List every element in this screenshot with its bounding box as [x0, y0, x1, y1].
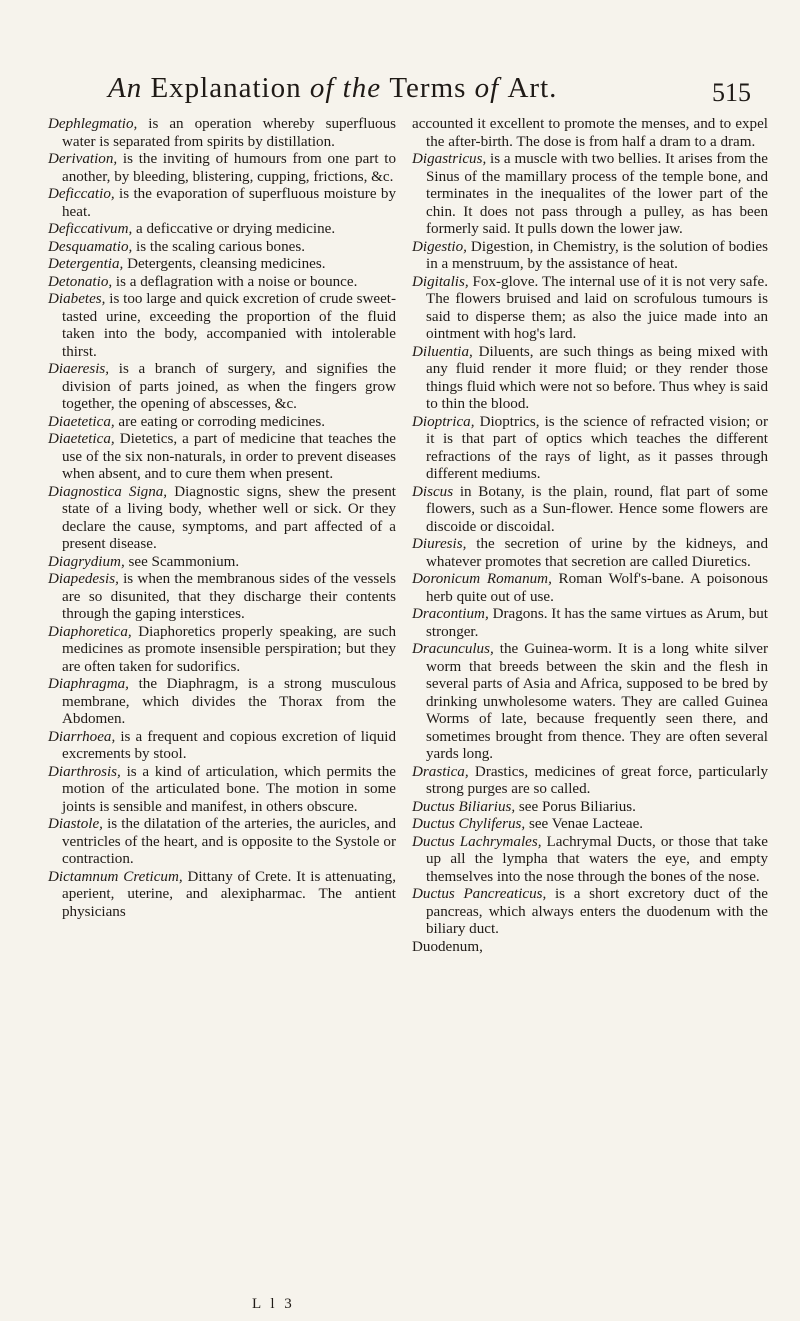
glossary-entry: [412, 239, 768, 274]
glossary-entry: [48, 764, 396, 817]
glossary-entry: [412, 571, 768, 606]
entry-term: Ductus Chyliferus,: [412, 816, 526, 832]
glossary-entry: [48, 554, 396, 572]
entry-definition: is too large and quick excretion of crude sweet-tasted urine, exceeding the proportion of the fluid taken into the body, accompanied with intolerable thirst.: [62, 291, 396, 360]
glossary-entry: [412, 606, 768, 641]
glossary-entry: [48, 816, 396, 869]
entry-term: Dephlegmatio,: [48, 116, 138, 132]
entry-definition: is the evaporation of superfluous moisture by heat.: [62, 186, 396, 220]
entry-definition: is a muscle with two bellies. It arises from the Sinus of the mamillary process of the temple bone, and terminates in the inequalites of the lower part of the chin. It does not pass through a pulley, as has been formerly said. It pulls down the lower jaw.: [426, 151, 768, 237]
entry-definition: in Botany, is the plain, round, flat part of some flowers, such as a Sun-flower. Hence some flowers are discoide or discoidal.: [426, 483, 768, 535]
right-column: [412, 116, 768, 956]
entry-term: Diapedesis,: [48, 571, 119, 587]
entry-definition: is a branch of surgery, and signifies the division of parts joined, as when the fingers grow together, the opening of abscesses, &c.: [62, 361, 396, 412]
entry-definition: the secretion of urine by the kidneys, and whatever promotes that secretion are called Diuretics.: [426, 536, 768, 570]
entry-term: Diagnostica Signa,: [48, 483, 168, 500]
glossary-entry: [412, 116, 768, 151]
entry-term: Detergentia,: [48, 256, 124, 272]
entry-term: Dictamnum Creticum,: [48, 868, 183, 885]
entry-definition: see Venae Lacteae.: [525, 816, 644, 832]
glossary-entry: [412, 344, 768, 414]
glossary-entry: [48, 239, 396, 257]
glossary-entry: [412, 886, 768, 939]
entry-term: Diaetetica,: [48, 413, 115, 430]
entry-term: Diuresis,: [412, 536, 467, 552]
entry-term: Diaphragma,: [48, 676, 129, 692]
entry-term: Detonatio,: [48, 273, 113, 290]
glossary-entry: [412, 151, 768, 239]
glossary-entry: [48, 729, 396, 764]
entry-term: Ductus Lachrymales,: [412, 833, 542, 850]
entry-definition: Fox-glove. The internal use of it is not very safe. The flowers bruised and laid on scrofulous tumours is said to disperse them; as also the juice made into an ointment with hog's lard.: [426, 273, 768, 342]
entry-term: Dracontium,: [412, 606, 489, 622]
glossary-entry: [48, 274, 396, 292]
entry-term: Diastole,: [48, 816, 103, 832]
glossary-entry: [48, 256, 396, 274]
entry-definition: Roman Wolf's-bane. A poisonous herb quite out of use.: [426, 571, 768, 605]
glossary-entry: [48, 571, 396, 624]
glossary-entry: [48, 291, 396, 361]
entry-term: Dioptrica,: [412, 413, 475, 430]
running-head-part: Explanation: [142, 72, 310, 104]
entry-definition: Digestion, in Chemistry, is the solution of bodies in a menstruum, by the assistance of heat.: [426, 238, 768, 272]
entry-term: Dracunculus,: [412, 641, 494, 657]
entry-term: Drastica,: [412, 763, 469, 780]
entry-term: Digitalis,: [412, 273, 469, 290]
entry-term: Diagrydium,: [48, 553, 125, 570]
glossary-entry: [412, 816, 768, 834]
glossary-entry: [48, 624, 396, 677]
entry-definition: the Diaphragm, is a strong musculous membrane, which divides the Thorax from the Abdomen.: [62, 676, 396, 727]
entry-definition: is the dilatation of the arteries, the auricles, and ventricles of the heart, and is opposite to the Systole or contraction.: [62, 816, 396, 867]
entry-definition: Detergents, cleansing medicines.: [123, 256, 326, 272]
glossary-entry: [48, 361, 396, 414]
entry-term: Diluentia,: [412, 343, 473, 360]
glossary-entry: [412, 641, 768, 764]
glossary-entry: [412, 799, 768, 817]
signature-mark: L l 3: [252, 1296, 295, 1312]
entry-term: Desquamatio,: [48, 238, 133, 255]
entry-term: Digestio,: [412, 238, 467, 255]
running-head-part: Terms: [389, 72, 467, 104]
running-head-part: Art.: [507, 72, 558, 104]
entry-definition: is a short excretory duct of the pancreas, which always enters the duodenum with the biliary duct.: [426, 886, 768, 937]
entry-definition: is the inviting of humours from one part to another, by bleeding, blistering, cupping, frictions, &c.: [62, 151, 396, 185]
entry-definition: Diaphoretics properly speaking, are such medicines as promote insensible perspiration; but they are often taken for sudorifics.: [62, 623, 396, 675]
page-number: 515: [712, 78, 751, 107]
entry-term: Deficcatio,: [48, 186, 115, 202]
entry-term: Derivation,: [48, 151, 118, 167]
entry-term: Diaeresis,: [48, 361, 110, 377]
glossary-entry: [48, 431, 396, 484]
entry-definition: the Guinea-worm. It is a long white silver worm that breeds between the skin and the flesh in several parts of Asia and Africa, supposed to be bred by drinking unwholesome waters. They are called Guinea Worms of late, because frequently seen there, and sometimes brought from thence. They are often several yards long.: [426, 641, 768, 762]
glossary-entry: [412, 484, 768, 537]
entry-definition: is when the membranous sides of the vessels are so disunited, that they discharge their contents through the gaping interstices.: [62, 571, 396, 622]
entry-term: Digastricus,: [412, 151, 487, 167]
entry-definition: Diagnostic signs, shew the present state of a living body, whether well or sick. Or they declare the cause, symptoms, and part affected of a present disease.: [62, 483, 396, 552]
glossary-entry: [48, 116, 396, 151]
entry-definition: is a frequent and copious excretion of liquid excrements by stool.: [62, 728, 396, 762]
entry-definition: is a kind of articulation, which permits the motion of the articulated bone. The motion in some joints is sensible and manifest, in others obscure.: [62, 763, 396, 815]
entry-definition: a deficcative or drying medicine.: [132, 221, 336, 237]
glossary-entry: [412, 536, 768, 571]
entry-definition: accounted it excellent to promote the menses, and to expel the after-birth. The dose is from half a dram to a dram.: [412, 116, 768, 150]
entry-term: Diarthrosis,: [48, 763, 121, 780]
glossary-entry: [412, 414, 768, 484]
running-head: [108, 72, 557, 105]
entry-definition: Lachrymal Ducts, or those that take up all the lympha that waters the eye, and empty themselves into the nose through the bones of the nose.: [426, 833, 768, 885]
page-header: [0, 72, 800, 112]
glossary-entry: [48, 151, 396, 186]
entry-definition: Drastics, medicines of great force, particularly strong purges are so called.: [426, 763, 768, 797]
entry-definition: see Porus Biliarius.: [515, 798, 636, 815]
entry-term: Discus: [412, 483, 454, 500]
glossary-entry: [412, 834, 768, 887]
entry-term: Diaphoretica,: [48, 623, 132, 640]
entry-term: Diabetes,: [48, 291, 106, 307]
entry-definition: is a deflagration with a noise or bounce.: [112, 273, 358, 290]
entry-definition: Diluents, are such things as being mixed with any fluid render it more fluid; or they render those things fluid which were not so before. Thus whey is said to thin the blood.: [426, 343, 768, 412]
entry-term: Deficcativum,: [48, 221, 133, 237]
glossary-entry: [48, 869, 396, 922]
entry-term: Ductus Pancreaticus,: [412, 886, 547, 902]
running-head-part: of: [466, 72, 508, 104]
glossary-entry: [48, 414, 396, 432]
entry-term: Doronicum Romanum,: [412, 571, 552, 587]
glossary-entry: [412, 764, 768, 799]
entry-definition: are eating or corroding medicines.: [114, 413, 326, 430]
glossary-entry: [48, 221, 396, 239]
running-head-part: An: [108, 72, 143, 104]
entry-term: Ductus Biliarius,: [412, 798, 516, 815]
glossary-entry: [412, 939, 768, 957]
running-head-part: of: [309, 72, 335, 104]
running-head-part: the: [334, 72, 390, 104]
entry-definition: Dioptrics, is the science of refracted vision; or it is that part of optics which teaches the different refractions of the rays of light, as it passes through different mediums.: [426, 413, 768, 482]
left-column: [48, 116, 396, 921]
glossary-entry: [412, 274, 768, 344]
entry-definition: see Scammonium.: [124, 553, 240, 570]
entry-definition: is an operation whereby superfluous water is separated from spirits by distillation.: [62, 116, 396, 150]
glossary-entry: [48, 186, 396, 221]
entry-definition: Dragons. It has the same virtues as Arum, but stronger.: [426, 606, 768, 640]
entry-definition: is the scaling carious bones.: [132, 238, 305, 255]
glossary-entry: [48, 484, 396, 554]
entry-definition: Dittany of Crete. It is attenuating, aperient, uterine, and alexipharmac. The antient physicians: [62, 868, 396, 920]
entry-definition: Dietetics, a part of medicine that teaches the use of the six non-naturals, in order to prevent diseases when absent, and to cure them when present.: [62, 431, 396, 482]
entry-term: Diaetetica,: [48, 431, 115, 447]
glossary-entry: [48, 676, 396, 729]
entry-definition: Duodenum,: [412, 938, 483, 955]
entry-term: Diarrhoea,: [48, 728, 116, 745]
